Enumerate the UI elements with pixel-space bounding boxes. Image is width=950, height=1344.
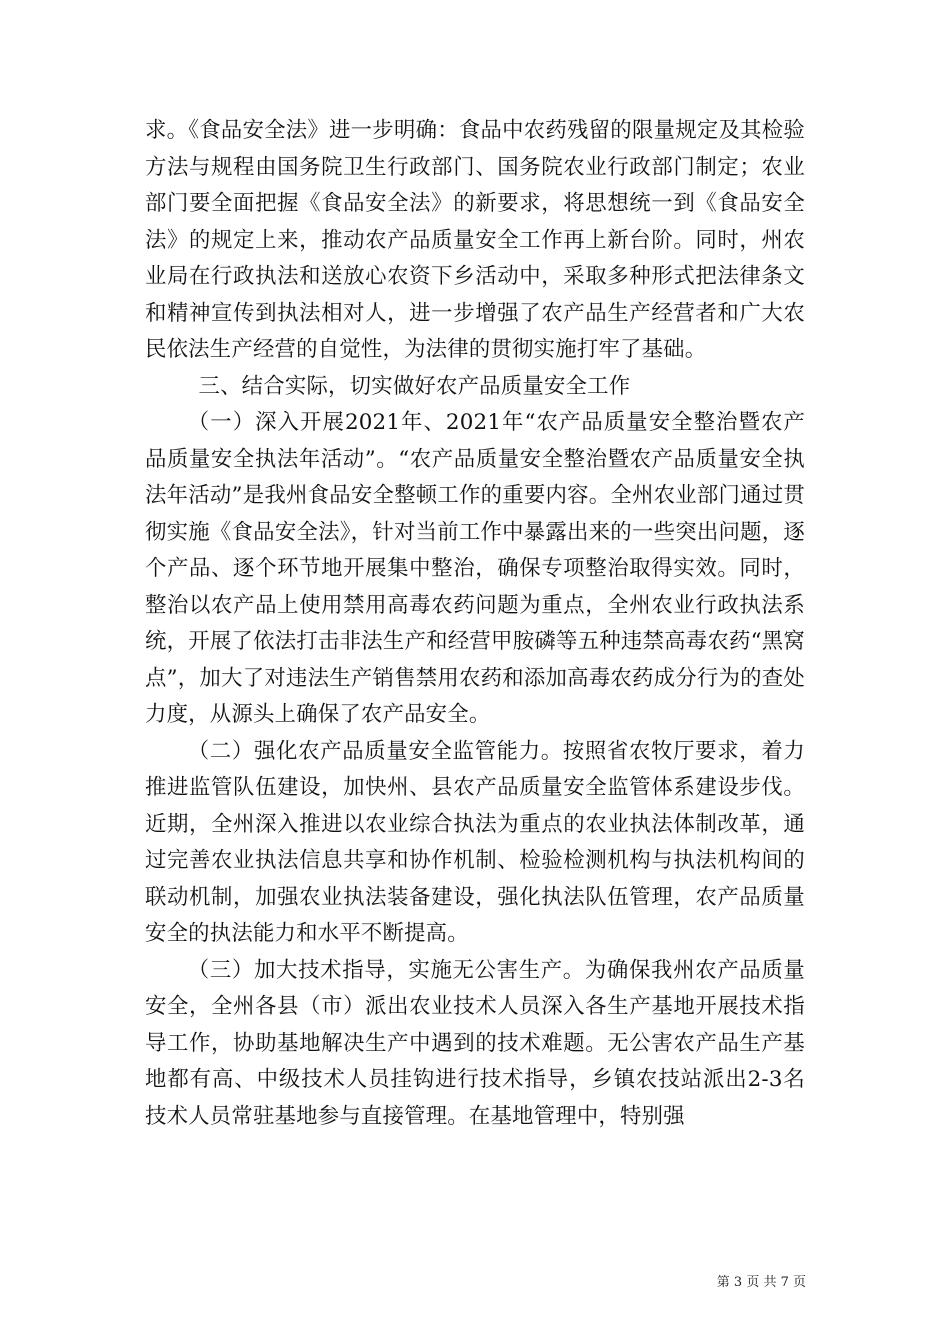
document-body	[145, 113, 805, 1135]
paragraph-rectification-campaign: （一）深入开展2021年、2021年“农产品质量安全整治暨农产品质量安全执法年活动”。“农产品质量安全整治暨农产品质量安全执法年活动”是我州食品安全整顿工作的重要内容。全州农业部门通过贯彻实施《食品安全法》，针对当前工作中暴露出来的一些突出问题，逐个产品、逐个环节地开展集中整治，确保专项整治取得实效。同时，整治以农产品上使用禁用高毒农药问题为重点，全州农业行政执法系统，开展了依法打击非法生产和经营甲胺磷等五种违禁高毒农药“黑窝点”，加大了对违法生产销售禁用农药和添加高毒农药成分行为的查处力度，从源头上确保了农产品安全。	[145, 410, 805, 727]
paragraph-food-safety-law: 求。《食品安全法》进一步明确：食品中农药残留的限量规定及其检验方法与规程由国务院卫生行政部门、国务院农业行政部门制定；农业部门要全面把握《食品安全法》的新要求，将思想统一到《食品安全法》的规定上来，推动农产品质量安全工作再上新台阶。同时，州农业局在行政执法和送放心农资下乡活动中，采取多种形式把法律条文和精神宣传到执法相对人，进一步增强了农产品生产经营者和广大农民依法生产经营的自觉性，为法律的贯彻实施打牢了基础。	[145, 118, 805, 362]
section-heading-three: 三、结合实际，切实做好农产品质量安全工作	[198, 373, 631, 399]
page-number: 第 3 页 共 7 页	[716, 1275, 806, 1290]
paragraph-supervision-capacity: （二）强化农产品质量安全监管能力。按照省农牧厅要求，着力推进监管队伍建设，加快州、县农产品质量安全监管体系建设步伐。近期，全州深入推进以农业综合执法为重点的农业执法体制改革，通过完善农业执法信息共享和协作机制、检验检测机构与执法机构间的联动机制，加强农业执法装备建设，强化执法队伍管理，农产品质量安全的执法能力和水平不断提高。	[145, 738, 805, 946]
paragraph-technical-guidance: （三）加大技术指导，实施无公害生产。为确保我州农产品质量安全，全州各县（市）派出农业技术人员深入各生产基地开展技术指导工作，协助基地解决生产中遇到的技术难题。无公害农产品生产基地都有高、中级技术人员挂钩进行技术指导，乡镇农技站派出2-3名技术人员常驻基地参与直接管理。在基地管理中，特别强	[145, 957, 805, 1129]
